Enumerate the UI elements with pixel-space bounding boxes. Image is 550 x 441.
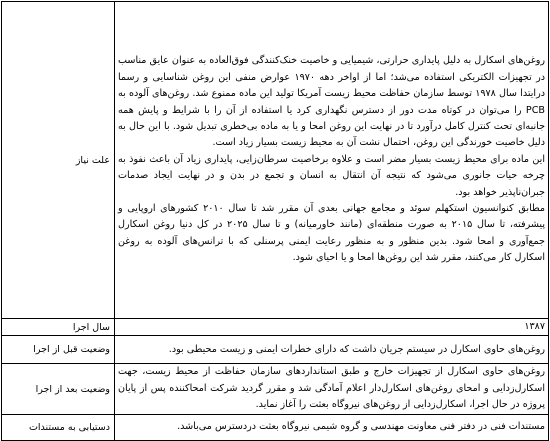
table-row-status-after <box>2 364 549 414</box>
need-reason-label: علت نیاز <box>2 2 115 319</box>
status-after-label: وضعیت بعد از اجرا <box>2 364 115 414</box>
need-reason-paragraph-3: مطابق کنوانسیون استکهلم سوئد و مجامع جهانی بعدی آن مقرر شد تا سال ۲۰۱۰ کشورهای اروپایی و پیشرفته، تا سال ۲۰۱۵ به صورت منطقه‌ای (مانند خاورمیانه) و تا سال ۲۰۲۵ در کل دنیا روغن اسکارل جمع‌آوری و امحا شود. بدین منظور و به منظور رعایت ایمنی پرسنلی که با ترانس‌های آلوده به روغن اسکارل کار می‌کنند، مقرر شد این روغن‌ها امحا و یا احیای شود. <box>118 203 545 264</box>
documents-access-content: مستندات فنی در دفتر فنی معاونت مهندسی و گروه شیمی نیروگاه بعثت دردسترس می‌باشد. <box>115 414 549 440</box>
need-reason-paragraph-1: روغن‌های اسکارل به دلیل پایداری حرارتی، شیمیایی و خاصیت خنک‌کنندگی فوق‌العاده به عنوان عایق مناسب در تجهیزات الکتریکی استفاده می‌شد؛ اما از اواخر دهه ۱۹۷۰ عوارض منفی این روغن شناسایی و رسما درایتدا سال ۱۹۷۸ توسط سازمان حفاظت محیط زیست آمریکا تولید این ماده ممنوع شد. روغن‌های آلوده به PCB را می‌توان در کوتاه مدت دور از دسترس نگهداری کرد یا استفاده از آن را با شرایط و پایش همه جانبه‌ای تحت کنترل کامل درآورد تا در نهایت این روغن امحا و یا به ماده بی‌خطری تبدیل شود. با این حال به دلیل خاصیت خورندگی این روغن، احتمال نشت آن به محیط زیست بسیار زیاد است. <box>118 55 545 149</box>
status-after-content: روغن‌های حاوی اسکارل از تجهیزات خارج و طبق استانداردهای سازمان حفاظت از محیط زیست، جهت اسکارل‌زدایی و امحای روغن‌های اسکارل‌دار اعلام آمادگی شد و مقرر گردید شرکت امحاکننده پس از پایان پروژه در حال اجرا، اسکارل‌زدایی از روغن‌های نیروگاه بعثت را آغاز نماید. <box>115 364 549 414</box>
table-row-status-before <box>2 336 549 364</box>
documents-access-label: دستیابی به مستندات <box>2 414 115 440</box>
execution-year-label: سال اجرا <box>2 319 115 336</box>
project-info-table <box>1 1 549 441</box>
execution-year-value: ۱۳۸۷ <box>115 319 549 336</box>
table-row-documents-access <box>2 414 549 440</box>
table-row-execution-year <box>2 319 549 336</box>
need-reason-paragraph-2: این ماده برای محیط زیست بسیار مضر است و علاوه برخاصیت سرطان‌زایی، پایداری زیاد آن باعث نفوذ به چرخه حیات جانوری می‌شود که نتیجه آن انتقال به انسان و تجمع در بدن و در نهایت ایجاد صدمات جبران‌ناپذیر خواهد بود. <box>118 153 545 198</box>
need-reason-content <box>115 2 549 319</box>
status-before-label: وضعیت قبل از اجرا <box>2 336 115 364</box>
status-before-content: روغن‌های حاوی اسکارل در سیستم جریان داشت که دارای خطرات ایمنی و زیست محیطی بود. <box>115 336 549 364</box>
table-row-need-reason <box>2 2 549 319</box>
